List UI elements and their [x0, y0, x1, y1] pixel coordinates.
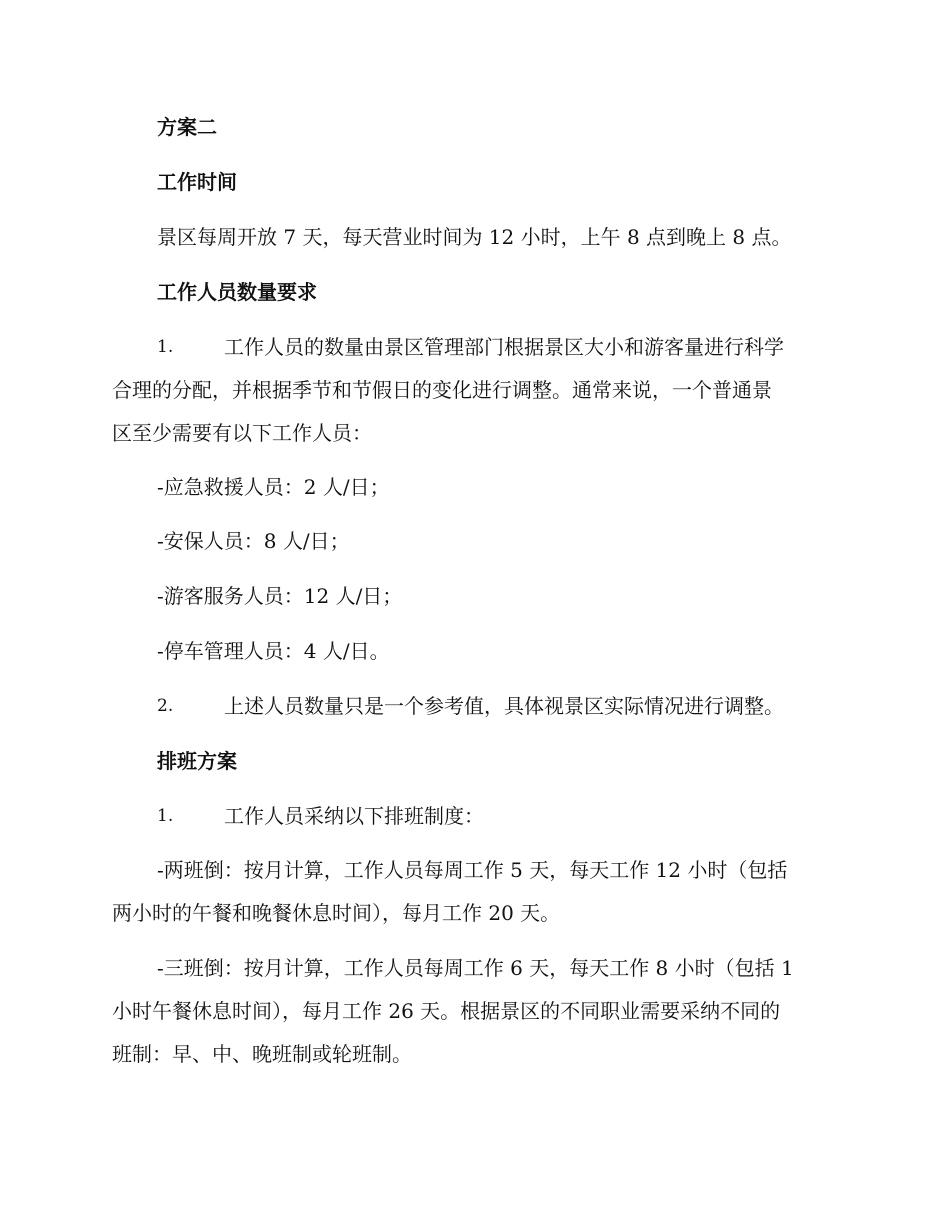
section-heading-staff-count: 工作人员数量要求: [157, 280, 317, 304]
list-item: -安保人员：8 人/日；: [157, 529, 350, 553]
paragraph-line: 工作人员的数量由景区管理部门根据景区大小和游客量进行科学: [224, 335, 784, 359]
list-item: -停车管理人员：4 人/日。: [157, 639, 390, 663]
paragraph-line: 两小时的午餐和晚餐休息时间），每月工作 20 天。: [112, 901, 561, 925]
paragraph-line: -三班倒：按月计算，工作人员每周工作 6 天，每天工作 8 小时（包括 1: [157, 956, 794, 980]
paragraph-line: -两班倒：按月计算，工作人员每周工作 5 天，每天工作 12 小时（包括: [157, 858, 788, 882]
paragraph-work-time: 景区每周开放 7 天，每天营业时间为 12 小时，上午 8 点到晚上 8 点。: [157, 225, 792, 249]
doc-title: 方案二: [157, 115, 217, 139]
section-heading-work-time: 工作时间: [157, 170, 237, 194]
list-number: 2.: [157, 696, 174, 716]
list-item: -游客服务人员：12 人/日；: [157, 584, 403, 608]
list-number: 1.: [157, 806, 174, 826]
list-number: 1.: [157, 337, 174, 357]
paragraph-line: 上述人员数量只是一个参考值，具体视景区实际情况进行调整。: [224, 694, 784, 718]
paragraph-line: 小时午餐休息时间），每月工作 26 天。根据景区的不同职业需要采纳不同的: [112, 999, 781, 1023]
paragraph-line: 工作人员采纳以下排班制度：: [224, 804, 484, 828]
paragraph-line: 合理的分配，并根据季节和节假日的变化进行调整。通常来说，一个普通景: [112, 378, 772, 402]
list-item: -应急救援人员：2 人/日；: [157, 475, 390, 499]
section-heading-schedule: 排班方案: [157, 749, 237, 773]
paragraph-line: 区至少需要有以下工作人员：: [112, 421, 372, 445]
paragraph-line: 班制：早、中、晚班制或轮班制。: [112, 1042, 412, 1066]
